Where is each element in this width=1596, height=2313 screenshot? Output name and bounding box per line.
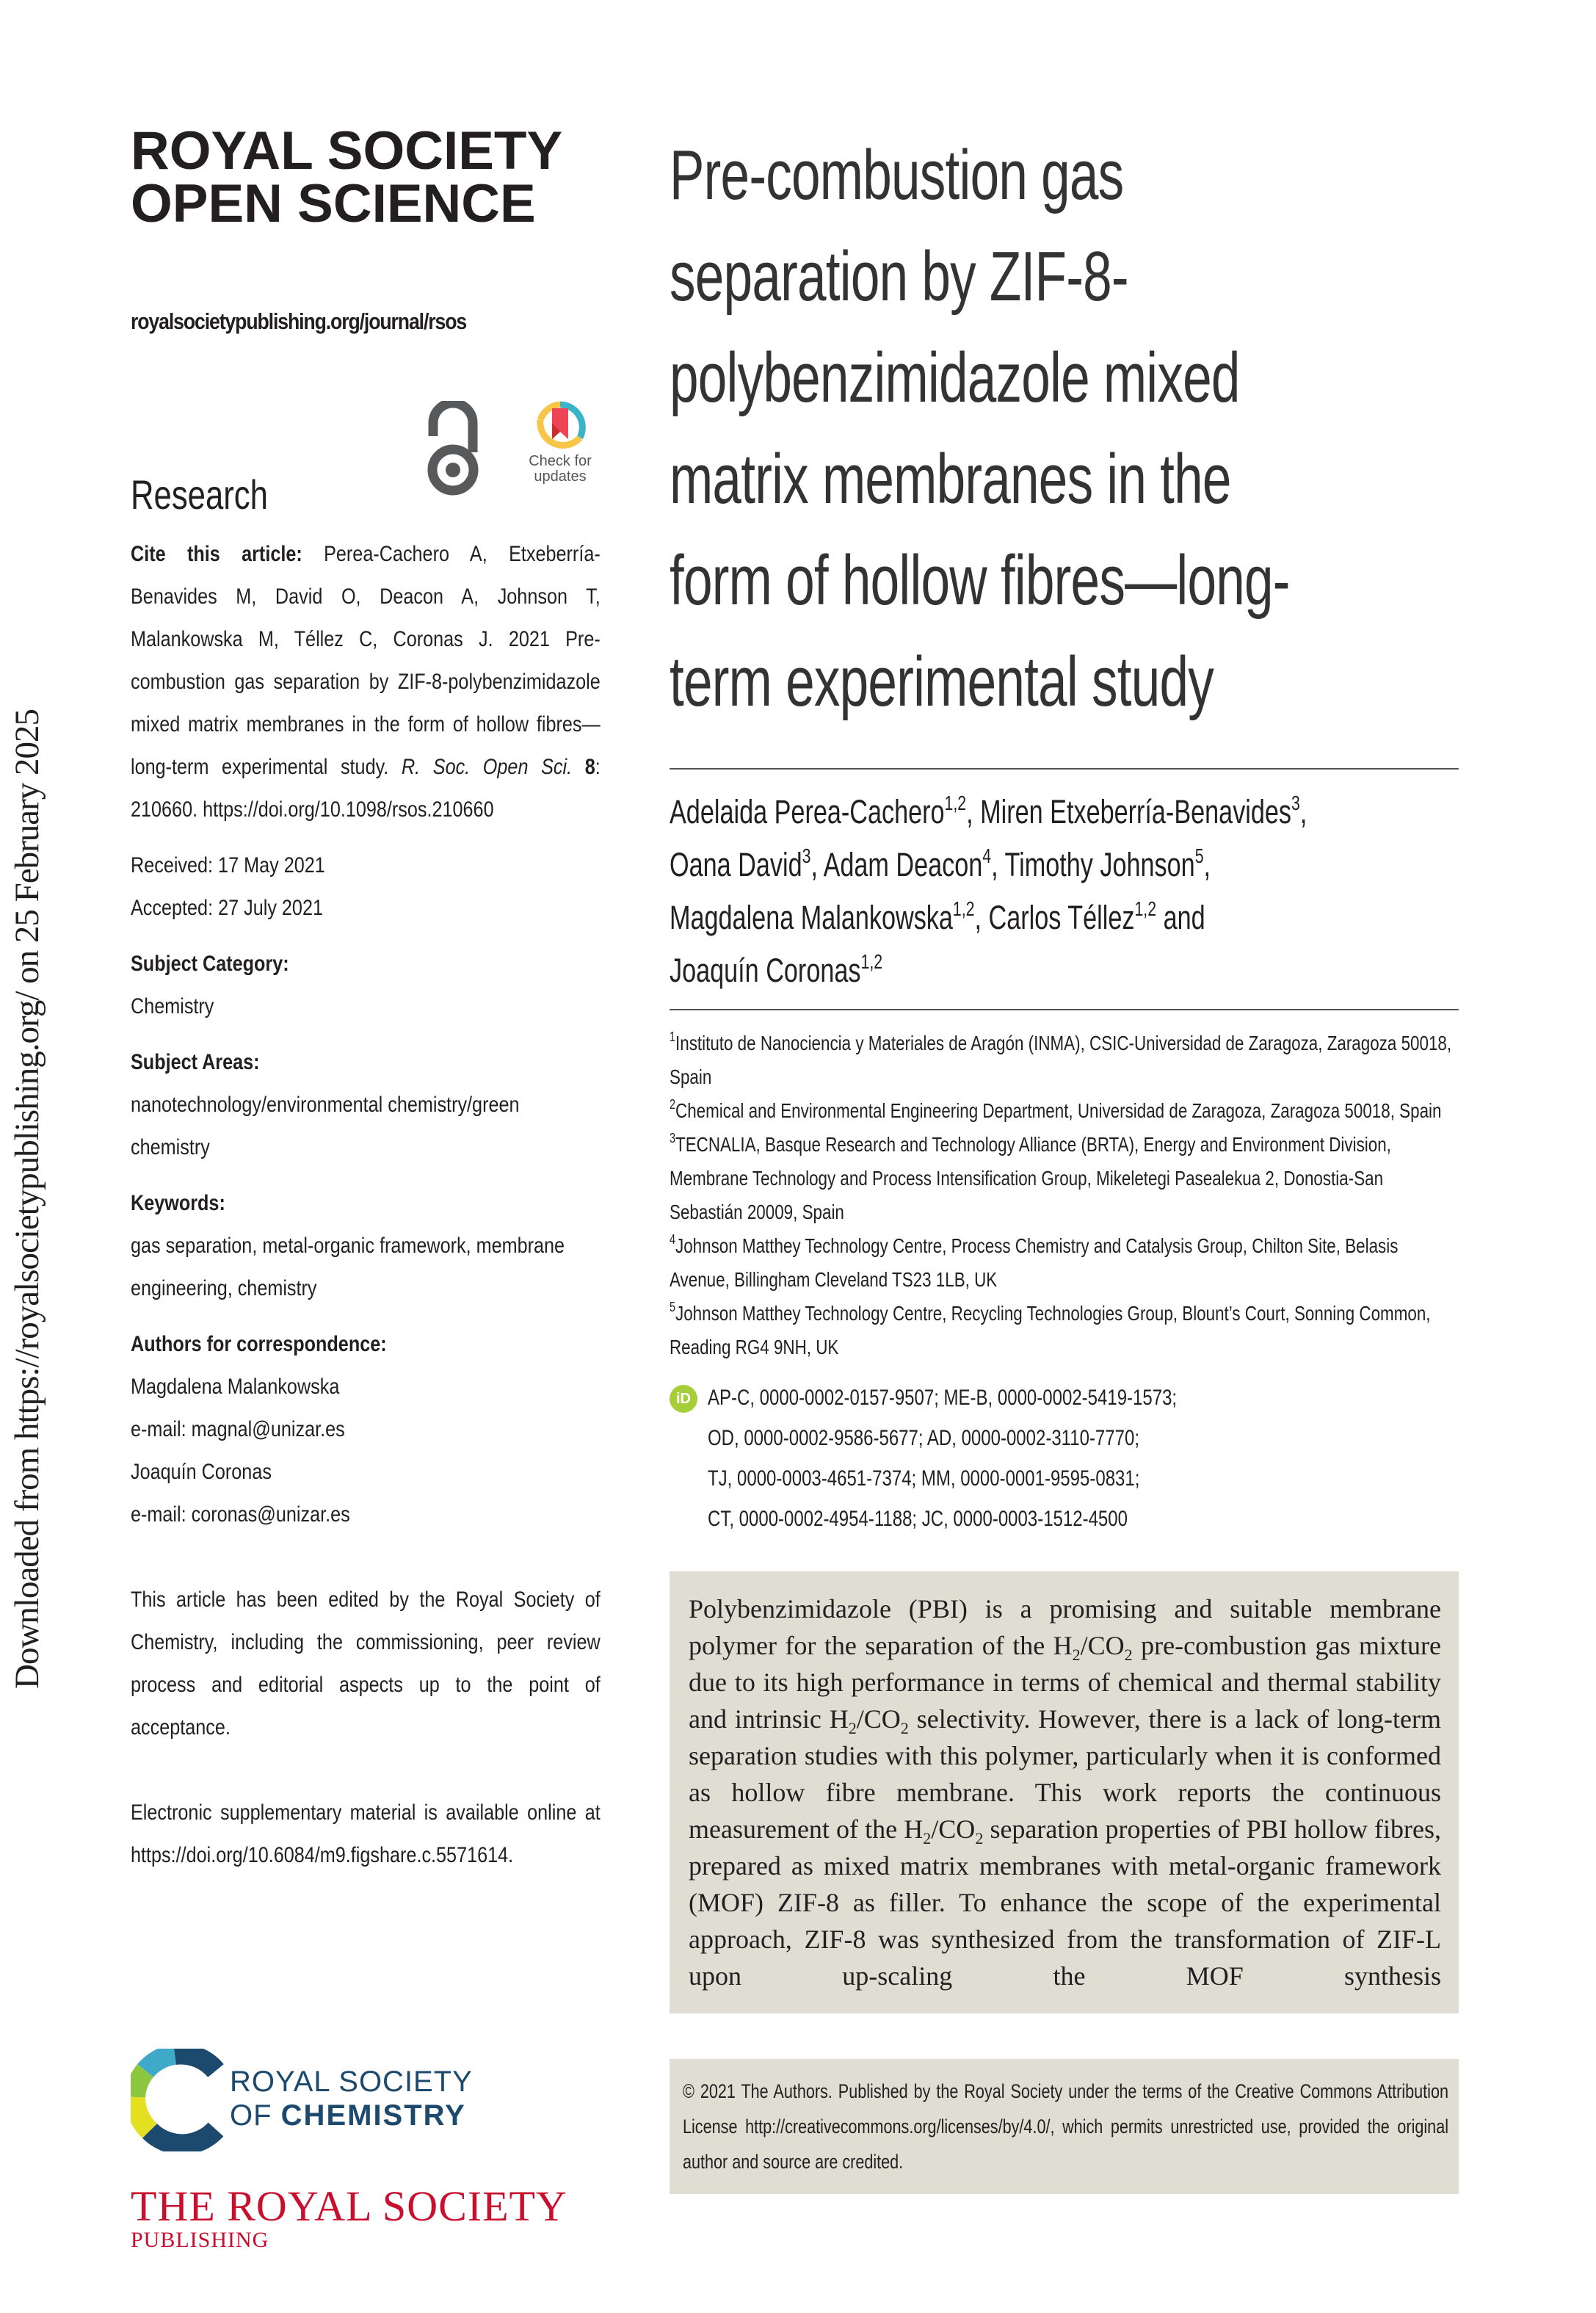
received-date: Received: 17 May 2021 <box>131 853 325 877</box>
author-list: Adelaida Perea-Cachero$^{1,2}$, Miren Etxeberría-Benavides$^3$, Oana David$^3$, Adam Deacon$^4$, Timothy Johnson$^5$, Magdalena Malankowska$^{1,2}$, Carlos Téllez$^{1,2}$ and Joaquín Coronas$^{1,2}$ <box>670 792 1307 989</box>
title-line: form of hollow fibres—long- <box>670 541 1290 620</box>
editorial-note-block <box>131 1579 601 1749</box>
correspondent-email-link[interactable]: e-mail: magnal@unizar.es <box>131 1417 345 1441</box>
affiliation: $^4$Johnson Matthey Technology Centre, Process Chemistry and Catalysis Group, Chilton Site, Belasis Avenue, Billingham Cleveland TS23 1LB, UK <box>670 1232 1399 1291</box>
affiliation: $^1$Instituto de Nanociencia y Materiales de Aragón (INMA), CSIC-Universidad de Zaragoza, Zaragoza 50018, Spain <box>670 1029 1452 1088</box>
left-sidebar <box>131 121 601 1877</box>
title-line: matrix membranes in the <box>670 440 1231 518</box>
correspondent-name: Magdalena Malankowska <box>131 1375 340 1399</box>
subject-areas-value: nanotechnology/environmental chemistry/green chemistry <box>131 1093 520 1159</box>
trsp-line2: PUBLISHING <box>131 2228 269 2252</box>
bookmark-icon <box>534 401 586 454</box>
title-line: polybenzimidazole mixed <box>670 339 1240 417</box>
correspondent-email-link[interactable]: e-mail: coronas@unizar.es <box>131 1502 350 1527</box>
citation-text: Perea-Cachero A, Etxeberría-Benavides M, David O, Deacon A, Johnson T, Malankowska M, Téllez C, Coronas J. 2021 Pre-combustion gas separation by ZIF-8-polybenzimidazole mixed matrix membranes in the form of hollow fibres—long-term experimental study. <box>131 542 601 779</box>
check-updates-line2: updates <box>534 468 587 485</box>
subject-areas-label: Subject Areas: <box>131 1050 260 1074</box>
trsp-line1: THE ROYAL SOCIETY <box>131 2182 567 2230</box>
citation-block <box>131 533 601 831</box>
title-line: separation by ZIF-8- <box>670 237 1128 316</box>
supplementary-link[interactable]: Electronic supplementary material is available online at https://doi.org/10.6084/m9.figshare.c.5571614. <box>131 1800 601 1867</box>
editorial-note: This article has been edited by the Royal Society of Chemistry, including the commissioning, peer review process and editorial aspects up to the point of acceptance. <box>131 1588 601 1740</box>
royal-society-publishing-logo <box>131 2184 567 2252</box>
orcid-line[interactable]: OD, 0000-0002-9586-5677; AD, 0000-0002-3110-7770; <box>708 1426 1139 1450</box>
rsc-wordmark <box>230 2065 473 2132</box>
orcid-icon[interactable]: iD <box>670 1385 697 1413</box>
orcid-line[interactable]: TJ, 0000-0003-4651-7374; MM, 0000-0001-9595-0831; <box>708 1466 1140 1491</box>
correspondent-name: Joaquín Coronas <box>131 1460 272 1484</box>
author[interactable]: Adam Deacon$^4$ <box>823 844 992 883</box>
orcid-line[interactable]: AP-C, 0000-0002-0157-9507; ME-B, 0000-0002-5419-1573; <box>708 1386 1178 1410</box>
article-main <box>670 125 1459 2194</box>
rsc-line2-prefix: OF <box>230 2099 272 2132</box>
keywords-block <box>131 1182 601 1310</box>
abstract-text: Polybenzimidazole (PBI) is a promising and suitable membrane polymer for the separation of the $H_2/CO_2$ pre-combustion gas mixture due to its high performance in terms of chemical and thermal stability and intrinsic $H_2/CO_2$ selectivity. However, there is a lack of long-term separation studies with this polymer, particularly when it is conformed as hollow fibre membrane. This work reports the continuous measurement of the $H_2/CO_2$ separation properties of PBI hollow fibres, prepared as mixed matrix membranes with metal-organic framework (MOF) ZIF-8 as filler. To enhance the scope of the experimental approach, ZIF-8 was synthesized from the transformation of ZIF-L upon up-scaling the MOF synthesis <box>689 1594 1441 1991</box>
orcid-line[interactable]: CT, 0000-0002-4954-1188; JC, 0000-0003-1512-4500 <box>708 1507 1128 1531</box>
accepted-date: Accepted: 27 July 2021 <box>131 896 323 920</box>
citation-label: Cite this article: <box>131 542 302 566</box>
open-access-icon <box>423 401 483 496</box>
affiliations <box>670 1010 1459 1364</box>
rsc-logo <box>131 2049 498 2151</box>
subject-category-label: Subject Category: <box>131 952 289 976</box>
download-note: Downloaded from https://royalsocietypublishing.org/ on 25 February 2025 <box>8 709 46 1689</box>
supplementary-block <box>131 1792 601 1877</box>
affiliation: $^5$Johnson Matthey Technology Centre, Recycling Technologies Group, Blount’s Court, Sonning Common, Reading RG4 9NH, UK <box>670 1300 1431 1358</box>
keywords-label: Keywords: <box>131 1191 225 1215</box>
journal-name-line1: ROYAL SOCIETY <box>131 121 563 181</box>
citation-number: : 210660. <box>131 755 601 822</box>
journal-name-line2: OPEN SCIENCE <box>131 174 536 234</box>
article-type-row <box>131 401 601 518</box>
author[interactable]: Magdalena Malankowska$^{1,2}$ <box>670 897 975 936</box>
correspondence-block <box>131 1323 601 1536</box>
correspondence-label: Authors for correspondence: <box>131 1332 387 1356</box>
author[interactable]: Joaquín Coronas$^{1,2}$ <box>670 950 883 989</box>
license-text: © 2021 The Authors. Published by the Royal Society under the terms of the Creative Commons Attribution License http://creativecommons.org/licenses/by/4.0/, which permits unrestricted use, provided the original author and source are credited. <box>683 2080 1448 2173</box>
rsc-c-mark-icon <box>131 2049 226 2151</box>
author[interactable]: Miren Etxeberría-Benavides$^3$ <box>980 792 1300 830</box>
author[interactable]: Adelaida Perea-Cachero$^{1,2}$ <box>670 792 967 830</box>
license-box <box>670 2059 1459 2194</box>
subject-areas-block <box>131 1041 601 1169</box>
check-for-updates-button[interactable] <box>520 401 601 504</box>
article-type-label: Research <box>131 471 268 518</box>
journal-url-link[interactable]: royalsocietypublishing.org/journal/rsos <box>131 308 467 334</box>
title-line: term experimental study <box>670 642 1214 721</box>
title-line: Pre-combustion gas <box>670 136 1124 214</box>
citation-volume: 8 <box>584 755 595 779</box>
keywords-value: gas separation, metal-organic framework, membrane engineering, chemistry <box>131 1234 565 1300</box>
citation-journal: R. Soc. Open Sci. <box>401 755 573 779</box>
rsc-line2-bold: CHEMISTRY <box>280 2099 466 2132</box>
affiliation: $^2$Chemical and Environmental Engineering Department, Universidad de Zaragoza, Zaragoza 50018, Spain <box>670 1097 1442 1122</box>
article-title <box>670 125 1464 733</box>
citation-doi-link[interactable]: https://doi.org/10.1098/rsos.210660 <box>203 797 494 822</box>
author[interactable]: Carlos Téllez$^{1,2}$ <box>988 897 1157 936</box>
subject-category-block <box>131 943 601 1028</box>
abstract-box <box>670 1571 1459 2013</box>
affiliation: $^3$TECNALIA, Basque Research and Technology Alliance (BRTA), Energy and Environment Division, Membrane Technology and Process Intensification Group, Mikeletegi Pasealekua 2, Donostia-San Sebastián 20009, Spain <box>670 1131 1391 1223</box>
rsc-line1: ROYAL SOCIETY <box>230 2066 473 2098</box>
subject-category-value: Chemistry <box>131 994 214 1018</box>
dates-block <box>131 844 601 930</box>
author[interactable]: Timothy Johnson$^5$ <box>1004 844 1204 883</box>
check-updates-line1: Check for <box>529 453 592 469</box>
orcid-block <box>670 1378 1459 1539</box>
journal-logo[interactable] <box>131 121 601 234</box>
author[interactable]: Oana David$^3$ <box>670 844 811 883</box>
